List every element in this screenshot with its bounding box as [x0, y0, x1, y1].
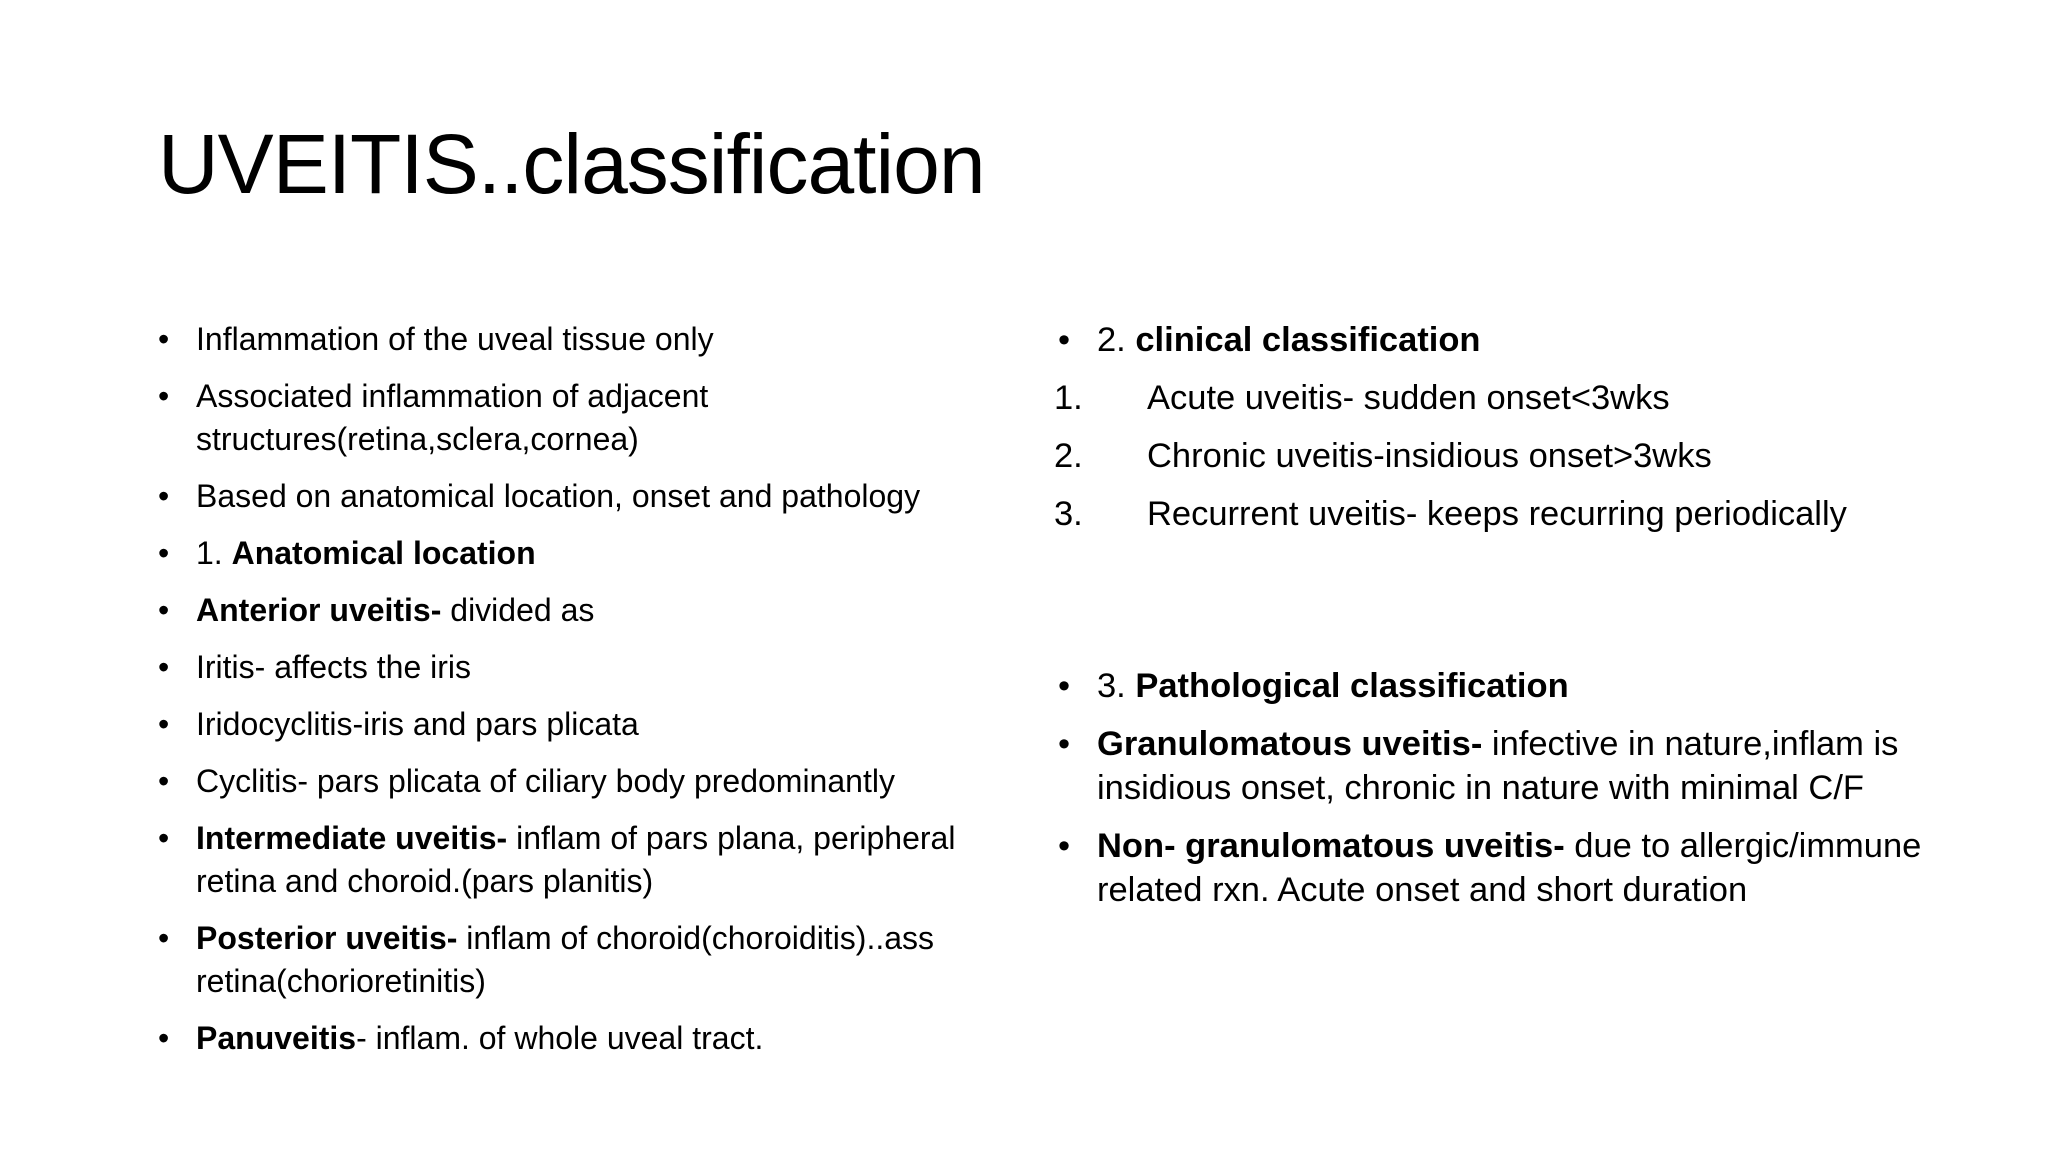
- bullet-icon: •: [158, 535, 170, 571]
- bullet-icon: •: [158, 920, 170, 956]
- spacer: [1054, 550, 1954, 664]
- bullet-icon: •: [158, 706, 170, 742]
- bullet-icon: •: [158, 1020, 170, 1056]
- list-item: • Posterior uveitis- inflam of choroid(choroiditis)..ass retina(chorioretinitis): [154, 917, 1034, 1003]
- bullet-icon: •: [1058, 321, 1071, 359]
- bullet-icon: •: [1058, 827, 1071, 865]
- bullet-icon: •: [1058, 667, 1071, 705]
- pathological-heading: • 3. Pathological classification: [1054, 664, 1954, 708]
- list-item: • Non- granulomatous uveitis- due to allergic/immune related rxn. Acute onset and short duration: [1054, 824, 1954, 912]
- clinical-heading: • 2. clinical classification: [1054, 318, 1954, 362]
- numbered-item: 3. Recurrent uveitis- keeps recurring periodically: [1054, 492, 1954, 536]
- bullet-icon: •: [158, 649, 170, 685]
- bullet-icon: •: [158, 592, 170, 628]
- list-item: • Inflammation of the uveal tissue only: [154, 318, 1034, 361]
- list-item: • Iritis- affects the iris: [154, 646, 1034, 689]
- bullet-icon: •: [158, 820, 170, 856]
- list-number: 3.: [1054, 495, 1083, 533]
- bullet-icon: •: [158, 763, 170, 799]
- list-item: • Cyclitis- pars plicata of ciliary body predominantly: [154, 760, 1034, 803]
- list-number: 2.: [1054, 437, 1083, 475]
- list-item: • Anterior uveitis- divided as: [154, 589, 1034, 632]
- list-item: • Intermediate uveitis- inflam of pars plana, peripheral retina and choroid.(pars planitis): [154, 817, 1034, 903]
- list-item: • Granulomatous uveitis- infective in nature,inflam is insidious onset, chronic in nature with minimal C/F: [1054, 722, 1954, 810]
- bullet-icon: •: [1058, 725, 1071, 763]
- slide-title: UVEITIS..classification: [158, 117, 985, 211]
- bullet-icon: •: [158, 378, 170, 414]
- list-item: • Based on anatomical location, onset and pathology: [154, 475, 1034, 518]
- numbered-item: 1. Acute uveitis- sudden onset<3wks: [1054, 376, 1954, 420]
- list-item: • Iridocyclitis-iris and pars plicata: [154, 703, 1034, 746]
- list-number: 1.: [1054, 379, 1083, 417]
- numbered-item: 2. Chronic uveitis-insidious onset>3wks: [1054, 434, 1954, 478]
- list-item: • Panuveitis- inflam. of whole uveal tract.: [154, 1017, 1034, 1060]
- right-column: [1054, 318, 1954, 926]
- bullet-icon: •: [158, 478, 170, 514]
- list-item: • Associated inflammation of adjacent structures(retina,sclera,cornea): [154, 375, 1034, 461]
- list-item: • 1. Anatomical location: [154, 532, 1034, 575]
- left-column: [154, 318, 1034, 1074]
- bullet-icon: •: [158, 321, 170, 357]
